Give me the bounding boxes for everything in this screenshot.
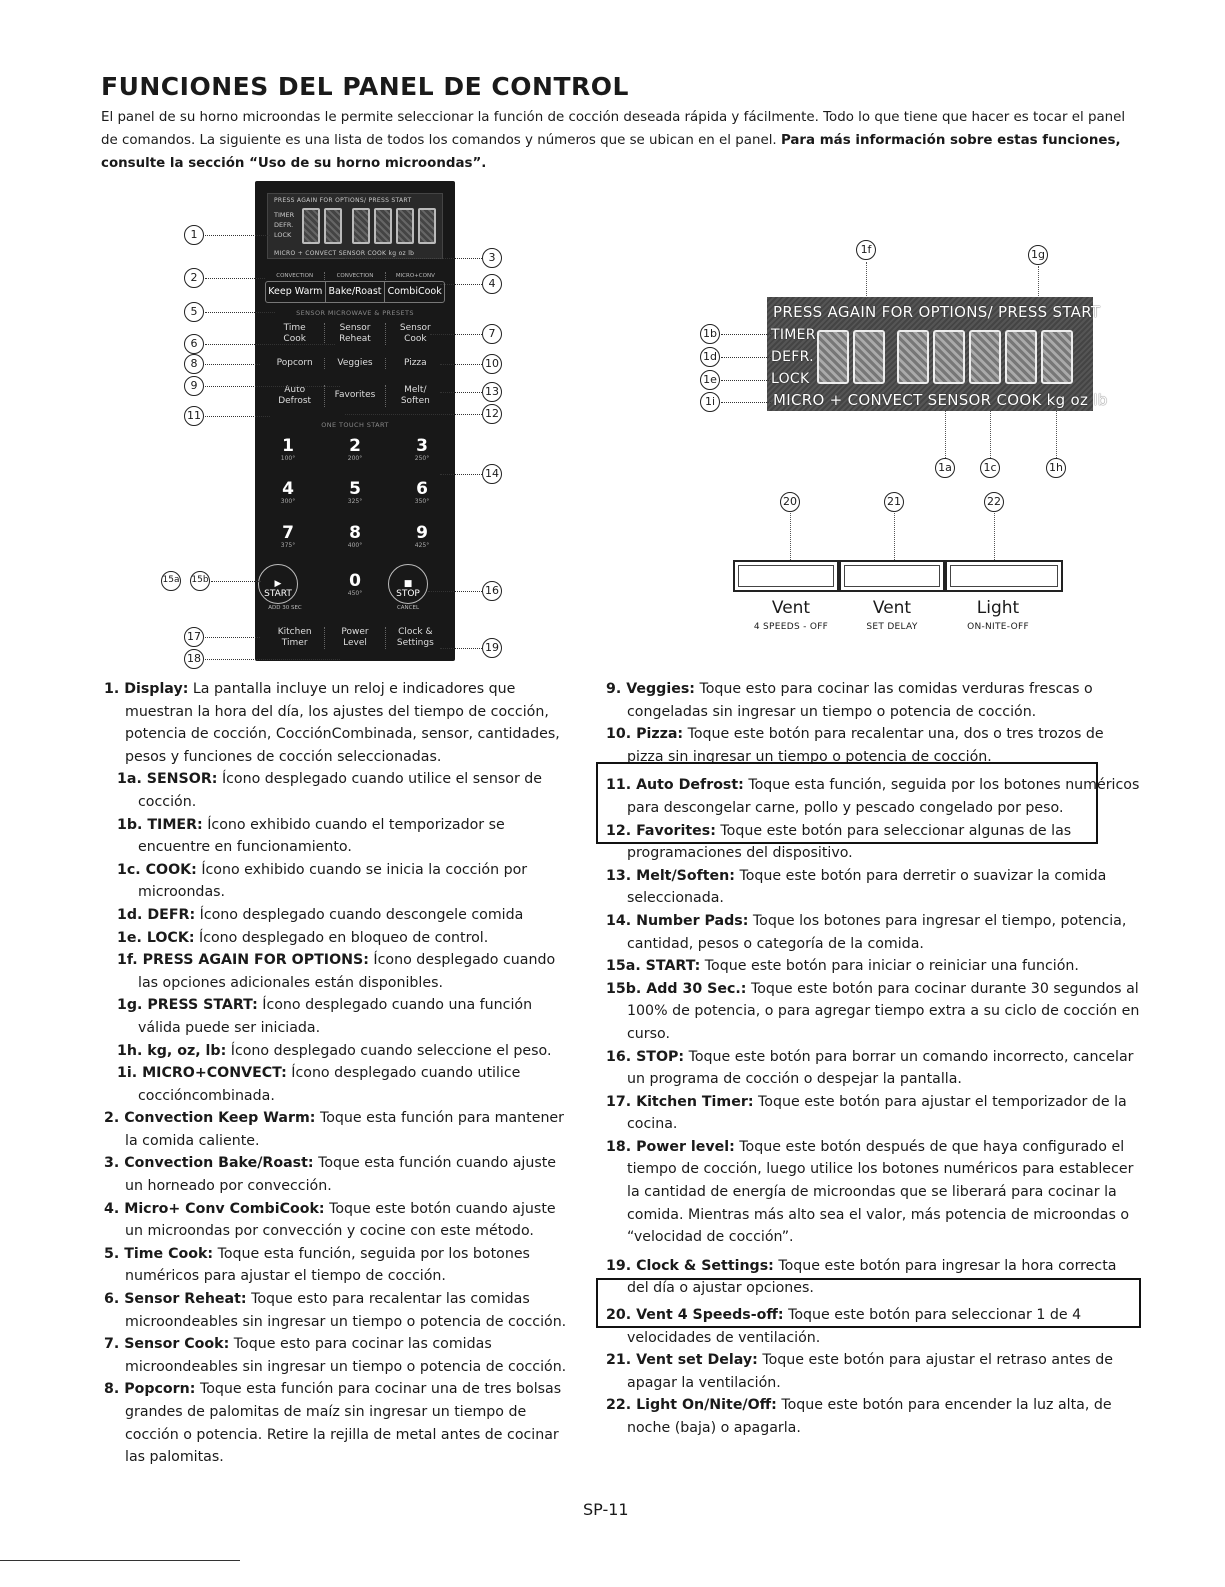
convection-button-row [265,281,445,303]
start-button[interactable]: ▶ START [258,564,298,604]
keep-warm-button[interactable]: Keep Warm [266,282,326,302]
bake-roast-button[interactable]: Bake/Roast [326,282,386,302]
favorites-button[interactable]: Favorites [325,385,385,407]
leader-line [205,312,275,313]
power-level-button[interactable]: Power Level [325,627,385,649]
description-item: 11. Auto Defrost: Toque esta función, seguida por los botones numéricos para descongelar carne, pollo y pescado congelado por peso. [606,777,1140,816]
description-item: 1h. kg, oz, lb: Ícono desplegado cuando seleccione el peso. [117,1042,552,1059]
callout-12: 12 [482,404,502,424]
callout-1c: 1c [980,458,1000,478]
caps-label: MICRO+CONV [395,273,435,279]
callout-9: 9 [184,376,204,396]
callout-19: 19 [482,638,502,658]
segment-digit [897,330,929,384]
panel-display-label: LOCK [274,231,292,239]
sensor-reheat-button[interactable]: Sensor Reheat [325,323,385,345]
leader-line [440,474,482,475]
leader-line [345,258,482,259]
description-item: 8. Popcorn: Toque esta función para cocinar una de tres bolsas grandes de palomitas de maíz sin ingresar un tiempo de cocción o potencia. Retire la rejilla de metal antes de cocinar las palomitas. [104,1381,562,1466]
segment-digit [853,330,885,384]
segment-digit [1041,330,1073,384]
pizza-button[interactable]: Pizza [403,358,427,368]
description-item: 19. Clock & Settings: Toque este botón para ingresar la hora correcta del día o ajustar opciones. [606,1257,1117,1297]
description-item: 20. Vent 4 Speeds-off: Toque este botón para seleccionar 1 de 4 velocidades de ventilación. [606,1307,1082,1346]
time-cook-button[interactable]: Time Cook [265,323,325,345]
light-button[interactable] [945,560,1063,592]
display-label: TIMER [771,327,816,343]
number-pad-7[interactable]: 7 375° [280,523,296,549]
vent-speed-label: Vent [771,598,811,618]
left-description-column [104,678,574,1469]
segment-digit [817,330,849,384]
leader-line [205,235,270,236]
play-icon: ▶ [274,579,282,589]
number-pad-5[interactable]: 5 325° [347,479,363,505]
defrost-row [265,385,445,407]
number-pad-6[interactable]: 6 350° [414,479,430,505]
stop-button[interactable]: ■ STOP [388,564,428,604]
caps-label: CONVECTION [265,272,325,280]
popcorn-button[interactable]: Popcorn [265,358,325,369]
caps-label: CONVECTION [325,272,385,280]
leader-line [440,392,482,393]
panel-display-top: PRESS AGAIN FOR OPTIONS/ PRESS START [274,197,412,204]
highlight-box-11 [596,762,1098,844]
display-top-text: PRESS AGAIN FOR OPTIONS/ PRESS START [773,303,1101,321]
callout-14: 14 [482,464,502,484]
callout-1: 1 [184,225,204,245]
callout-17: 17 [184,627,204,647]
leader-line [894,513,895,560]
clock-settings-button[interactable]: Clock & Settings [396,627,434,648]
leader-line [790,513,791,560]
description-item: 7. Sensor Cook: Toque esto para cocinar las comidas microondeables sin ingresar un tiempo o potencia de cocción. [104,1336,567,1375]
segment-digit [352,208,370,244]
description-item: 12. Favorites: Toque este botón para seleccionar algunas de las programaciones del dispositivo. [606,822,1072,862]
leader-line [205,386,340,387]
panel-display [267,193,443,259]
description-item: 6. Sensor Reheat: Toque esto para recalentar las comidas microondeables sin ingresar un tiempo o potencia de cocción. [104,1291,567,1330]
light-label: Light [976,598,1020,618]
callout-5: 5 [184,302,204,322]
description-item: 1i. MICRO+CONVECT: Ícono desplegado cuando utilice coccióncombinada. [117,1065,521,1104]
description-item: 9. Veggies: Toque esto para cocinar las comidas verduras frescas o congeladas sin ingresar un tiempo o potencia de cocción. [606,681,1093,720]
bottom-row [265,627,445,649]
callout-1i: 1i [700,392,720,412]
description-item: 1a. SENSOR: Ícono desplegado cuando utilice el sensor de cocción. [117,771,543,810]
stop-icon: ■ [403,579,413,589]
leader-line [945,411,946,458]
segment-digit [933,330,965,384]
description-item: 1e. LOCK: Ícono desplegado en bloqueo de control. [117,929,489,946]
callout-11: 11 [184,406,204,426]
segment-digit [374,208,392,244]
description-item: 21. Vent set Delay: Toque este botón para ajustar el retraso antes de apagar la ventilación. [606,1352,1113,1391]
number-pad-3[interactable]: 3 250° [414,436,430,462]
veggies-button[interactable]: Veggies [325,358,385,369]
leader-line [205,416,270,417]
callout-22: 22 [984,492,1004,512]
description-item: 1b. TIMER: Ícono exhibido cuando el temporizador se encuentre en funcionamiento. [117,816,505,856]
intro-bold: Para más información sobre estas funciones, consulte la sección “Uso de su horno microondas”. [101,133,1121,171]
leader-line [345,414,482,415]
description-item: 3. Convection Bake/Roast: Toque esta función cuando ajuste un horneado por convección. [104,1155,557,1195]
description-item: 4. Micro+ Conv CombiCook: Toque este botón cuando ajuste un microondas por convección y cocine con este método. [104,1200,556,1240]
description-item: 2. Convection Keep Warm: Toque esta función para mantener la comida caliente. [104,1110,564,1149]
combicook-button[interactable]: CombiCook [387,286,442,297]
callout-3: 3 [482,248,502,268]
description-item: 5. Time Cook: Toque esta función, seguida por los botones numéricos para ajustar el tiempo de cocción. [104,1245,530,1285]
leader-line [430,334,482,335]
leader-line [721,380,771,381]
callout-4: 4 [482,274,502,294]
melt-soften-button[interactable]: Melt/ Soften [400,385,430,406]
description-item: 17. Kitchen Timer: Toque este botón para ajustar el temporizador de la cocina. [606,1093,1127,1133]
sensor-row [265,323,445,345]
description-item: 1. Display: La pantalla incluye un reloj e indicadores que muestran la hora del día, los ajustes del tiempo de cocción, potencia de cocción, CocciónCombinada, sensor, cantidades, pesos y funciones de cocción seleccionadas. [104,681,560,765]
callout-18: 18 [184,649,204,669]
vent-delay-sub: SET DELAY [866,622,918,632]
leader-line [205,344,335,345]
description-item: 15b. Add 30 Sec.: Toque este botón para cocinar durante 30 segundos al 100% de potencia, o para agregar tiempo extra a su ciclo de cocción en curso. [606,980,1140,1042]
leader-line [721,334,771,335]
display-label: LOCK [771,371,810,387]
preset-row [265,358,445,369]
leader-line [205,659,340,660]
callout-15a: 15a [161,571,181,591]
description-item: 1c. COOK: Ícono exhibido cuando se inicia la cocción por microondas. [117,861,528,901]
callout-20: 20 [780,492,800,512]
description-item: 1d. DEFR: Ícono desplegado cuando descongele comida [117,906,524,923]
vent-delay-label: Vent [872,598,912,618]
panel-display-bottom: MICRO + CONVECT SENSOR COOK kg oz lb [274,250,415,257]
leader-line [866,262,867,298]
description-item: 18. Power level: Toque este botón después de que haya configurado el tiempo de cocción, luego utilice los botones numéricos para establecer la cantidad de energía de microondas que se liberará para cocinar la comida. Mientras más alto sea el valor, más potencia de microondas o “velocidad de cocción”. [606,1138,1134,1246]
leader-line [428,591,482,592]
leader-line [994,513,995,560]
description-item: 16. STOP: Toque este botón para borrar un comando incorrecto, cancelar un programa de cocción o despejar la pantalla. [606,1048,1134,1088]
number-pad-1[interactable]: 1 100° [280,436,296,462]
callout-15b: 15b [190,571,210,591]
segment-digit [324,208,342,244]
leader-line [990,411,991,458]
leader-line [205,278,265,279]
description-item: 1f. PRESS AGAIN FOR OPTIONS: Ícono desplegado cuando las opciones adicionales están disponibles. [117,952,556,991]
page-title: FUNCIONES DEL PANEL DE CONTROL [101,72,629,101]
callout-7: 7 [482,324,502,344]
number-pad-8[interactable]: 8 400° [347,523,363,549]
leader-line [1038,266,1039,298]
panel-display-label: TIMER [274,211,295,219]
segment-digit [396,208,414,244]
vent-speed-button[interactable] [733,560,839,592]
segment-digit [1005,330,1037,384]
description-item: 14. Number Pads: Toque los botones para ingresar el tiempo, potencia, cantidad, pesos o categoría de la comida. [606,912,1127,952]
stop-sub-label: CANCEL [396,605,420,611]
description-item: 15a. START: Toque este botón para iniciar o reiniciar una función. [606,958,1079,975]
leader-line [1056,411,1057,458]
callout-1d: 1d [700,347,720,367]
description-item: 13. Melt/Soften: Toque este botón para derretir o suavizar la comida seleccionada. [606,867,1107,907]
section-sensor-label: SENSOR MICROWAVE & PRESETS [296,309,414,317]
leader-line [721,357,771,358]
top-caps-row [265,272,445,280]
number-pad-2[interactable]: 2 200° [347,436,363,462]
segment-digit [302,208,320,244]
highlight-box-19 [596,1278,1141,1328]
segment-digit [969,330,1001,384]
control-panel-illustration [255,181,455,661]
number-pad-4[interactable]: 4 300° [280,479,296,505]
number-pad-9[interactable]: 9 425° [414,523,430,549]
sensor-cook-button[interactable]: Sensor Cook [399,323,431,344]
callout-1g: 1g [1028,245,1048,265]
panel-display-labels [274,210,294,240]
leader-line [205,637,260,638]
leader-line [211,581,261,582]
leader-line [440,648,482,649]
callout-1h: 1h [1046,458,1066,478]
panel-display-label: DEFR. [274,221,294,229]
description-item: 10. Pizza: Toque este botón para recalentar una, dos o tres trozos de pizza sin ingresar un tiempo o potencia de cocción. [606,726,1104,765]
kitchen-timer-button[interactable]: Kitchen Timer [265,627,325,649]
callout-8: 8 [184,354,204,374]
footer-rule [0,1560,240,1561]
vent-delay-button[interactable] [839,560,945,592]
start-sub-label: ADD 30 SEC [268,605,302,611]
number-pad-0[interactable]: 0 450° [347,571,363,597]
intro-paragraph [101,106,1141,175]
page-number: SP-11 [583,1500,629,1519]
light-sub: ON-NITE-OFF [967,622,1029,632]
callout-10: 10 [482,354,502,374]
callout-13: 13 [482,382,502,402]
callout-21: 21 [884,492,904,512]
display-label: DEFR. [771,349,814,365]
segment-digit [418,208,436,244]
display-closeup-illustration [767,297,1108,411]
leader-line [440,364,482,365]
leader-line [205,364,260,365]
section-touch-label: ONE TOUCH START [321,421,389,429]
intro-plain: El panel de su horno microondas le permite seleccionar la función de cocción deseada rápida y fácilmente. Todo lo que tiene que hacer es tocar el panel de comandos. La siguiente es una lista de todos los comandos y números que se ubican en el panel. [101,110,1126,148]
callout-6: 6 [184,334,204,354]
leader-line [440,284,482,285]
display-bottom-text: MICRO + CONVECT SENSOR COOK kg oz lb [773,391,1108,409]
callout-1a: 1a [935,458,955,478]
callout-1f: 1f [856,240,876,260]
callout-1b: 1b [700,324,720,344]
vent-speed-sub: 4 SPEEDS - OFF [753,622,829,632]
auto-defrost-button[interactable]: Auto Defrost [265,385,325,407]
description-item: 1g. PRESS START: Ícono desplegado cuando una función válida puede ser iniciada. [117,997,533,1036]
leader-line [721,402,771,403]
description-item: 22. Light On/Nite/Off: Toque este botón para encender la luz alta, de noche (baja) o apagarla. [606,1397,1112,1436]
callout-16: 16 [482,581,502,601]
callout-1e: 1e [700,370,720,390]
callout-2: 2 [184,268,204,288]
